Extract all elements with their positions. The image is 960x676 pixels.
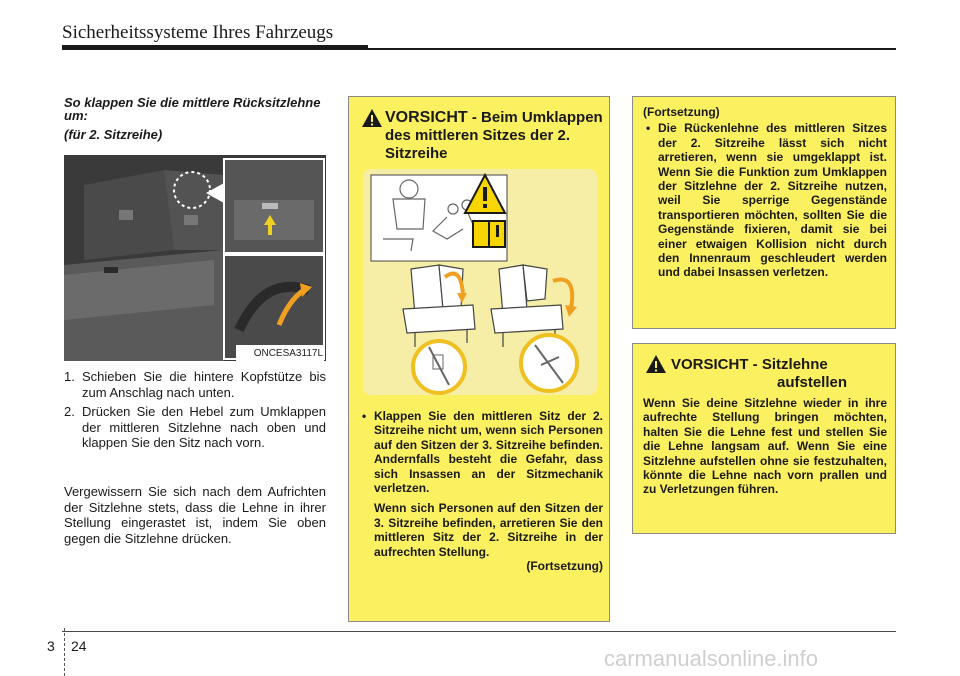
body-paragraph: Vergewissern Sie sich nach dem Aufrichten der Sitzlehne stets, dass die Lehne in ihrer Stellung eingerastet ist, indem Sie oben gegen die Sitzlehne drücken.	[64, 484, 326, 546]
seat-folding-illustration	[363, 169, 597, 395]
warning2-text: Wenn Sie deine Sitzlehne wieder in ihre aufrechte Stellung bringen möchten, halten Sie die Lehne fest und stellen Sie die Lehne langsam auf. Wenn Sie eine Sitzlehne aufstellen ohne sie festzuhalten, könnte die Lehne nach vorn prallen und zu Verletzungen führen.	[643, 396, 887, 497]
continuation-body	[643, 105, 887, 280]
warning1-continuation: Wenn sich Personen auf den Sitzen der 3. Sitzreihe befinden, arretieren Sie den mittleren Sitz der 2. Sitzreihe in der aufrechten Stellung.	[374, 501, 603, 559]
warning-title-sub1: Sitzlehne	[761, 356, 828, 373]
figure-code: ONCESA3117L	[253, 348, 323, 359]
bullet: •	[646, 121, 651, 136]
warning-title-sub2: aufstellen	[777, 374, 848, 391]
continuation-label: (Fortsetzung)	[643, 105, 720, 119]
step-number: 2.	[64, 404, 75, 419]
bullet-text: Die Rückenlehne des mittleren Sitzes der 2. Sitzreihe lässt sich nicht arretieren, wenn sie umgeklappt ist. Wenn Sie die Funktion zum Umklappen der Sitzlehne der 2. Sitzreihe nutzen, weil Sie sperrige Gegenstände transportieren möchten, sollten Sie die Gegenstände fixieren, damit sie bei einer etwaigen Kollision nicht durch den Innenraum geschleudert werden und dabei Insassen verletzen.	[658, 121, 887, 280]
header-rule-thin	[368, 48, 896, 50]
bullet-text: Klappen Sie den mittleren Sitz der 2. Sitzreihe nicht um, wenn sich Personen auf den Sitzen der 3. Sitzreihe befinden. Andernfalls besteht die Gefahr, dass sich Insassen an der Sitzmechanik verletzen.	[374, 409, 603, 496]
warning1-body	[359, 409, 603, 573]
section-heading: So klappen Sie die mittlere Rücksitzlehne um:	[64, 95, 321, 123]
footer-divider	[64, 628, 65, 676]
list-item	[643, 121, 887, 279]
step-number: 1.	[64, 369, 75, 384]
section-number: 3	[47, 638, 55, 654]
header-rule-thick	[62, 45, 368, 50]
warning-box-folding	[348, 96, 610, 622]
warning-title: VORSICHT - Sitzlehne	[671, 356, 828, 373]
footer-rule	[62, 631, 896, 632]
left-column	[64, 96, 326, 142]
warning-title-line2	[777, 374, 847, 392]
step-item	[64, 369, 326, 400]
warning-title-main: VORSICHT	[671, 356, 749, 373]
warning-icon	[361, 108, 383, 128]
continuation-list	[643, 121, 887, 279]
page-number: 24	[71, 638, 87, 654]
step-text: Drücken Sie den Hebel zum Umklappen der mittleren Sitzlehne nach oben und klappen Sie den Sitz nach vorn.	[82, 404, 326, 450]
bullet: •	[362, 409, 367, 423]
warning-box-continuation	[632, 96, 896, 329]
continued-label: (Fortsetzung)	[526, 559, 603, 574]
warning-title-main: VORSICHT	[385, 109, 468, 126]
warning-title-sub: Beim Umklappen des mittleren Sitzes der 2. Sitzreihe	[385, 109, 603, 162]
warning1-list	[359, 409, 603, 495]
warning-icon	[645, 354, 667, 374]
warning-title: VORSICHT - Beim Umklappen des mittleren Sitzes der 2. Sitzreihe	[385, 109, 603, 162]
step-item	[64, 404, 326, 451]
instruction-steps	[64, 369, 326, 455]
watermark: carmanualsonline.info	[604, 646, 819, 671]
cargo-area-photo	[64, 155, 326, 361]
section-subheading: (für 2. Sitzreihe)	[64, 127, 163, 142]
page-title: Sicherheitssysteme Ihres Fahrzeugs	[62, 22, 334, 43]
step-text: Schieben Sie die hintere Kopfstütze bis zum Anschlag nach unten.	[82, 369, 326, 400]
warning-box-raise-seat	[632, 343, 896, 534]
list-item	[359, 409, 603, 495]
